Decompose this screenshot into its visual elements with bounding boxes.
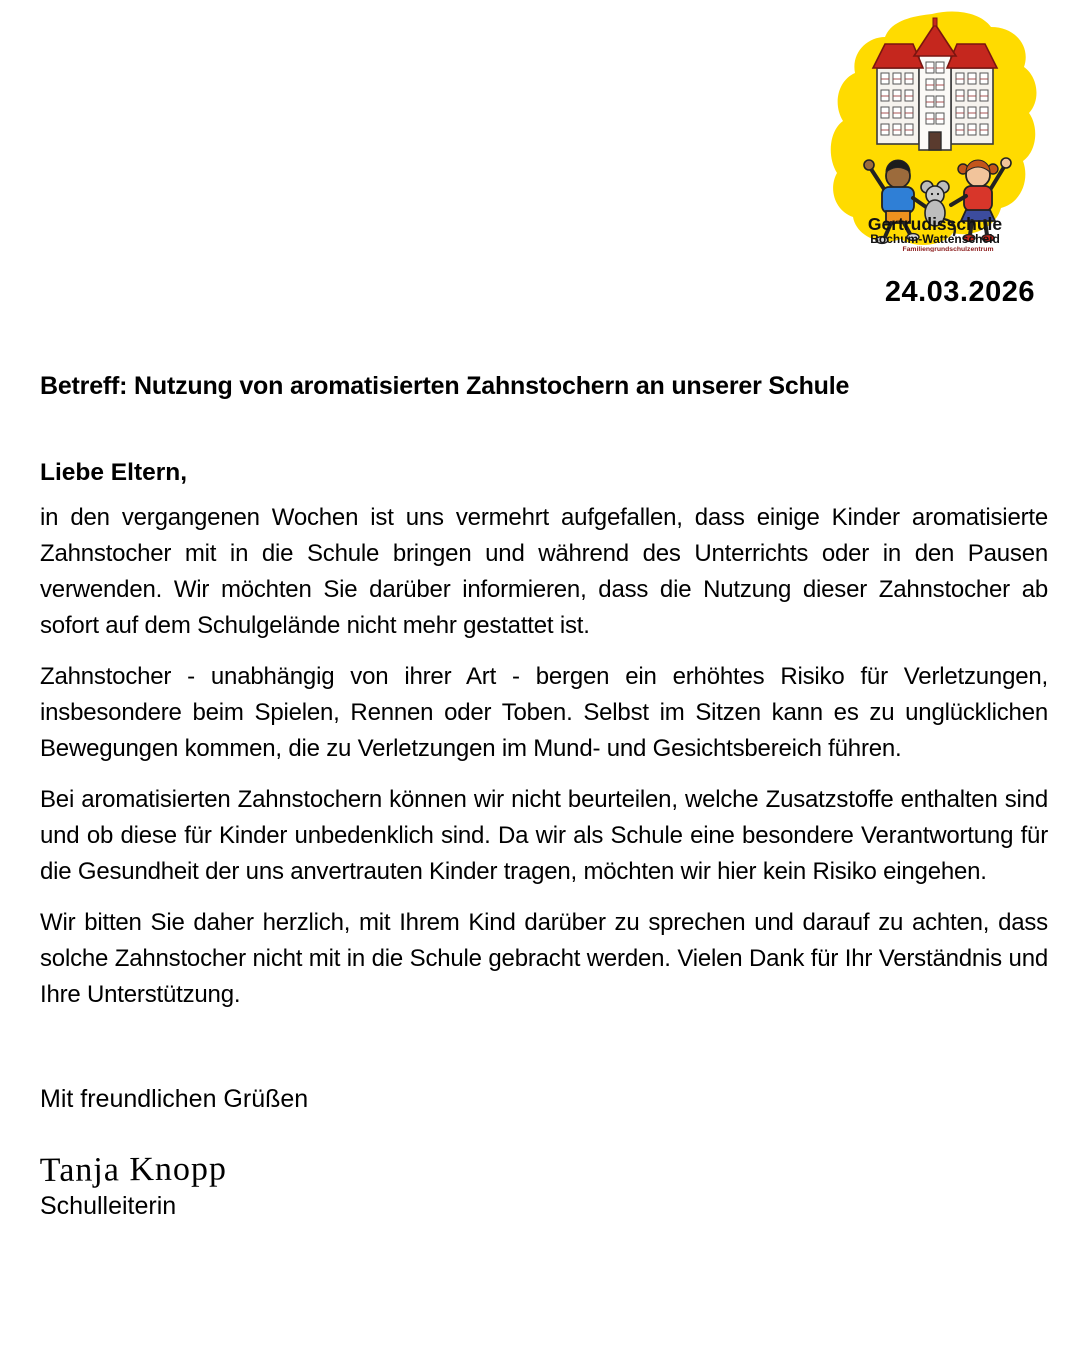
paragraph-2: Zahnstocher - unabhängig von ihrer Art - bergen ein erhöhtes Risiko für Verletzungen, insbesondere beim Spielen, Rennen oder Toben. Selbst im Sitzen kann es zu unglücklichen Bewegungen kommen, die zu Verletzungen im Mund- und Gesichtsbereich führen. [40, 663, 1048, 762]
signature-name: Tanja Knopp [39, 1150, 228, 1189]
school-logo [830, 6, 1044, 252]
logo-school-name: Gertrudisschule [867, 214, 1003, 234]
paragraph-4: Wir bitten Sie daher herzlich, mit Ihrem Kind darüber zu sprechen und darauf zu achten, dass solche Zahnstocher nicht mit in die Schule gebracht werden. Vielen Dank für Ihr Verständnis und Ihre Unterstützung. [40, 909, 1048, 1008]
salutation: Liebe Eltern, [40, 459, 188, 486]
closing-line: Mit freundlichen Grüßen [40, 1085, 309, 1113]
letter-body [40, 372, 1048, 1221]
subject-line: Betreff: Nutzung von aromatisierten Zahnstochern an unserer Schule [40, 372, 850, 400]
letter-date: 24.03.2026 [884, 276, 1035, 308]
logo-subtitle: Familiengrundschulzentrum [902, 246, 994, 252]
signature-role: Schulleiterin [40, 1192, 177, 1220]
paragraph-1: in den vergangenen Wochen ist uns vermehrt aufgefallen, dass einige Kinder aromatisierte Zahnstocher mit in die Schule bringen und während des Unterrichts oder in den Pausen verwenden. Wir möchten Sie darüber informieren, dass die Nutzung dieser Zahnstocher ab sofort auf dem Schulgelände nicht mehr gestattet ist. [40, 504, 1048, 639]
logo-city: Bochum-Wattenscheid [870, 232, 1000, 246]
paragraph-3: Bei aromatisierten Zahnstochern können wir nicht beurteilen, welche Zusatzstoffe enthalten sind und ob diese für Kinder unbedenklich sind. Da wir als Schule eine besondere Verantwortung für die Gesundheit der uns anvertrauten Kinder tragen, möchten wir hier kein Risiko eingehen. [40, 786, 1048, 885]
